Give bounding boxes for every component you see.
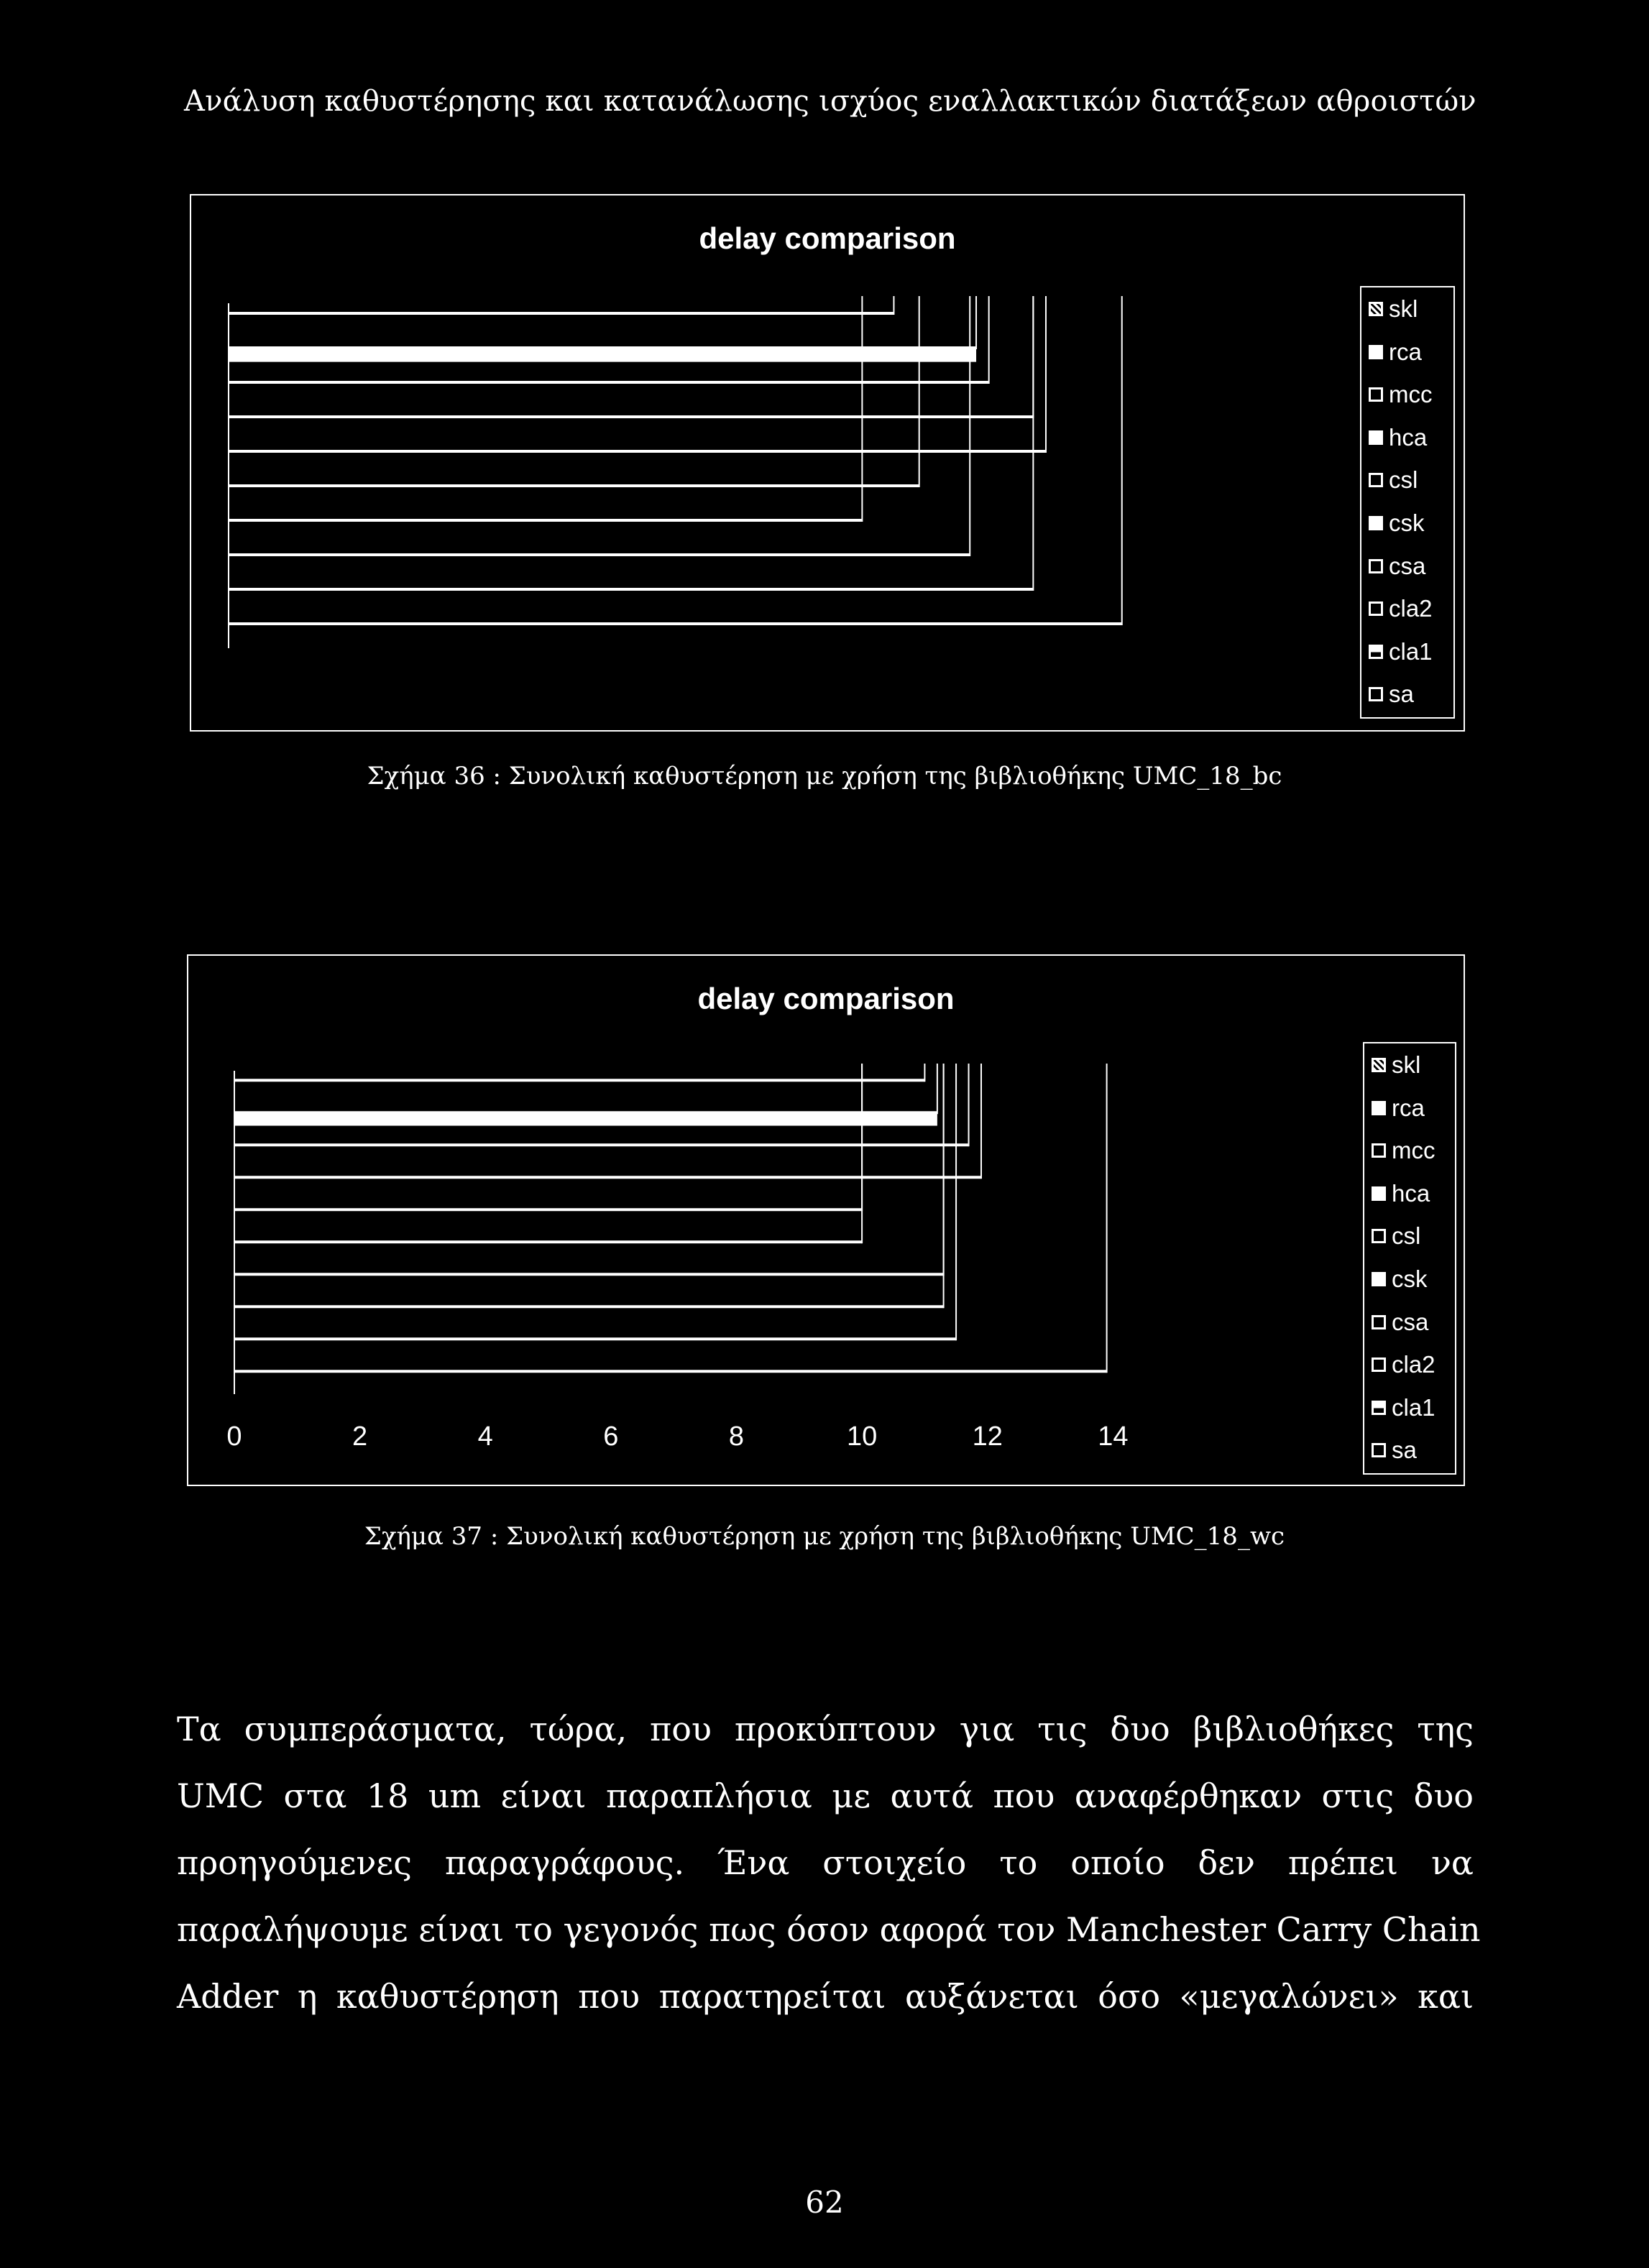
bar-sa	[229, 622, 1122, 625]
legend-swatch	[1372, 1401, 1386, 1415]
legend-label: skl	[1392, 1051, 1421, 1078]
legend-item-sa	[1369, 673, 1414, 716]
legend-label: skl	[1389, 295, 1418, 322]
legend-item-csl	[1369, 458, 1418, 502]
chart-title: delay comparison	[699, 221, 956, 255]
bar-rca	[229, 346, 976, 362]
legend-label: csa	[1392, 1308, 1429, 1335]
legend-swatch	[1372, 1186, 1386, 1201]
legend-swatch	[1372, 1357, 1386, 1372]
x-tick-label: 4	[477, 1421, 493, 1452]
legend-label: csk	[1389, 510, 1425, 536]
legend-item-csl	[1372, 1214, 1420, 1258]
x-tick-label: 12	[972, 1421, 1003, 1452]
bar-hca	[229, 415, 1033, 418]
x-tick-label: 10	[846, 1421, 878, 1452]
legend-item-mcc	[1369, 373, 1433, 416]
bar-skl	[234, 1079, 924, 1082]
legend-swatch	[1369, 473, 1383, 487]
body-paragraph	[177, 1696, 1481, 2030]
legend-label: rca	[1389, 338, 1422, 365]
bar-cla2	[234, 1305, 944, 1308]
legend-item-rca	[1372, 1087, 1425, 1130]
delay-chart-bc	[190, 194, 1465, 732]
legend-swatch	[1369, 601, 1383, 616]
legend-item-cla1	[1372, 1386, 1436, 1429]
bar-plot-bc	[191, 195, 1356, 730]
legend-item-hca	[1369, 416, 1427, 459]
legend-swatch	[1369, 516, 1383, 530]
running-header: Ανάλυση καθυστέρησης και κατανάλωσης ισχύος εναλλακτικών διατάξεων αθροιστών	[184, 85, 1476, 118]
legend-label: sa	[1389, 681, 1414, 708]
bar-cla1	[229, 588, 1033, 591]
legend-item-cla2	[1369, 587, 1433, 630]
legend-label: rca	[1392, 1094, 1425, 1121]
figure-caption-36: Σχήμα 36 : Συνολική καθυστέρηση με χρήση της βιβλιοθήκης UMC_18_bc	[367, 762, 1282, 790]
bar-plot-wc	[188, 956, 1353, 1485]
legend-label: csa	[1389, 552, 1426, 579]
bar-cla1	[234, 1337, 956, 1340]
legend-label: hca	[1392, 1179, 1430, 1207]
x-tick-label: 6	[603, 1421, 619, 1452]
body-line: παραλήψουμε είναι το γεγονός πως όσον αφορά τον Manchester Carry Chain	[177, 1910, 1481, 1949]
bar-csl	[229, 450, 1046, 453]
bar-hca	[234, 1176, 981, 1179]
legend-item-rca	[1369, 331, 1422, 374]
bar-csk	[234, 1240, 862, 1243]
chart-legend	[1360, 286, 1455, 719]
legend-item-csk	[1369, 502, 1425, 545]
legend-label: mcc	[1389, 381, 1433, 408]
legend-item-cla2	[1372, 1343, 1436, 1386]
legend-label: mcc	[1392, 1137, 1436, 1164]
legend-item-skl	[1372, 1043, 1420, 1087]
legend-label: csl	[1392, 1222, 1421, 1250]
legend-swatch	[1369, 687, 1383, 701]
chart-legend	[1363, 1042, 1456, 1475]
bar-csk	[229, 484, 919, 487]
legend-swatch	[1372, 1443, 1386, 1457]
page-number: 62	[805, 2185, 844, 2220]
legend-label: cla1	[1389, 637, 1433, 665]
legend-item-hca	[1372, 1172, 1430, 1215]
bar-csl	[234, 1208, 862, 1211]
legend-item-skl	[1369, 287, 1418, 331]
legend-label: hca	[1389, 423, 1428, 451]
body-line: Adder η καθυστέρηση που παρατηρείται αυξάνεται όσο «μεγαλώνει» και	[177, 1977, 1474, 2016]
bar-skl	[229, 312, 894, 315]
legend-item-csa	[1372, 1301, 1428, 1344]
legend-swatch	[1372, 1143, 1386, 1158]
legend-swatch	[1369, 559, 1383, 573]
chart-title: delay comparison	[697, 982, 955, 1015]
x-tick-label: 2	[352, 1421, 368, 1452]
legend-swatch	[1369, 430, 1383, 445]
figure-caption-37: Σχήμα 37 : Συνολική καθυστέρηση με χρήση της βιβλιοθήκης UMC_18_wc	[364, 1522, 1285, 1551]
bar-mcc	[234, 1143, 969, 1146]
legend-label: sa	[1392, 1437, 1417, 1464]
bar-mcc	[229, 381, 989, 384]
legend-item-mcc	[1372, 1129, 1436, 1172]
body-line: Τα συμπεράσματα, τώρα, που προκύπτουν για τις δυο βιβλιοθήκες της	[177, 1710, 1474, 1748]
legend-label: csk	[1392, 1266, 1428, 1292]
legend-swatch	[1372, 1229, 1386, 1243]
legend-label: cla2	[1392, 1351, 1436, 1378]
bar-csa	[229, 519, 862, 522]
body-line: UMC στα 18 um είναι παραπλήσια με αυτά που αναφέρθηκαν στις δυο	[177, 1776, 1474, 1815]
legend-swatch	[1369, 345, 1383, 359]
bar-sa	[234, 1370, 1107, 1373]
legend-item-csk	[1372, 1258, 1428, 1301]
legend-swatch	[1369, 387, 1383, 402]
legend-swatch	[1369, 645, 1383, 659]
legend-label: cla2	[1389, 595, 1433, 622]
legend-item-cla1	[1369, 630, 1433, 673]
legend-swatch	[1372, 1101, 1386, 1115]
x-tick-label: 8	[728, 1421, 745, 1452]
bar-cla2	[229, 553, 970, 556]
legend-label: cla1	[1392, 1393, 1436, 1421]
legend-swatch	[1372, 1315, 1386, 1329]
legend-label: csl	[1389, 466, 1418, 494]
legend-swatch	[1369, 302, 1383, 316]
legend-swatch	[1372, 1058, 1386, 1072]
delay-chart-wc	[187, 954, 1465, 1486]
legend-item-csa	[1369, 545, 1425, 588]
x-tick-label: 14	[1098, 1421, 1129, 1452]
legend-swatch	[1372, 1272, 1386, 1286]
bar-rca	[234, 1111, 937, 1125]
bar-csa	[234, 1273, 944, 1276]
x-tick-label: 0	[226, 1421, 242, 1452]
body-line: προηγούμενες παραγράφους. Ένα στοιχείο το οποίο δεν πρέπει να	[177, 1843, 1474, 1882]
legend-item-sa	[1372, 1429, 1417, 1472]
